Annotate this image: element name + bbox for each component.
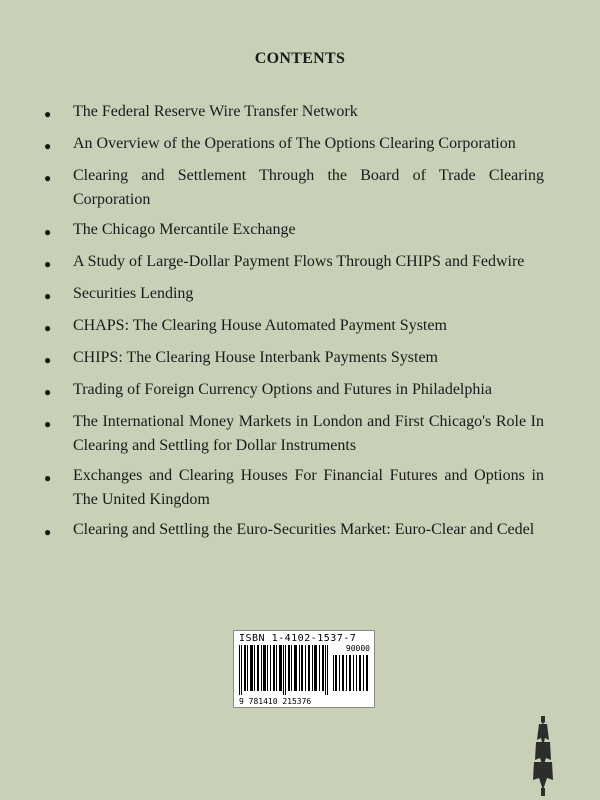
list-item-text: Exchanges and Clearing Houses For Financial Futures and Options in The United Kingdom	[73, 467, 544, 508]
bullet-icon: ●	[44, 525, 52, 539]
isbn-number: ISBN 1-4102-1537-7	[239, 633, 357, 644]
price-code: 90000	[345, 644, 370, 653]
list-item-text: CHIPS: The Clearing House Interbank Payments System	[73, 349, 438, 366]
bullet-icon: ●	[44, 385, 52, 399]
barcode-bars-icon	[234, 631, 374, 707]
list-item	[44, 378, 544, 404]
list-item-text: The Chicago Mercantile Exchange	[73, 221, 296, 238]
bullet-icon: ●	[44, 417, 52, 431]
bullet-icon: ●	[44, 139, 52, 153]
list-item	[44, 410, 544, 458]
list-item-text: Trading of Foreign Currency Options and Futures in Philadelphia	[73, 381, 492, 398]
bullet-icon: ●	[44, 225, 52, 239]
isbn-barcode	[233, 630, 375, 708]
list-item	[44, 282, 544, 308]
list-item-text: The International Money Markets in London and First Chicago's Role In Clearing and Settling for Dollar Instruments	[73, 413, 544, 454]
list-item-text: The Federal Reserve Wire Transfer Network	[73, 103, 358, 120]
list-item-text: A Study of Large-Dollar Payment Flows Through CHIPS and Fedwire	[73, 253, 525, 270]
bullet-icon: ●	[44, 321, 52, 335]
list-item-text: Clearing and Settlement Through the Board of Trade Clearing Corporation	[73, 167, 544, 208]
list-item	[44, 346, 544, 372]
list-item	[44, 164, 544, 212]
list-item	[44, 218, 544, 244]
list-item-text: CHAPS: The Clearing House Automated Payment System	[73, 317, 447, 334]
list-item-text: Clearing and Settling the Euro-Securities Market: Euro-Clear and Cedel	[73, 521, 535, 538]
list-item	[44, 518, 544, 544]
list-item	[44, 100, 544, 126]
list-item-text: An Overview of the Operations of The Options Clearing Corporation	[73, 135, 516, 152]
list-item	[44, 250, 544, 276]
bullet-icon: ●	[44, 257, 52, 271]
publisher-logo-icon	[529, 716, 557, 796]
list-item	[44, 464, 544, 512]
list-item	[44, 314, 544, 340]
bullet-icon: ●	[44, 289, 52, 303]
list-item	[44, 132, 544, 158]
bullet-icon: ●	[44, 171, 52, 185]
bullet-icon: ●	[44, 107, 52, 121]
bullet-icon: ●	[44, 353, 52, 367]
contents-title: CONTENTS	[254, 50, 346, 67]
ean-number: 9 781410 215376	[239, 697, 312, 706]
bullet-icon: ●	[44, 471, 52, 485]
contents-list	[44, 100, 544, 550]
list-item-text: Securities Lending	[73, 285, 194, 302]
